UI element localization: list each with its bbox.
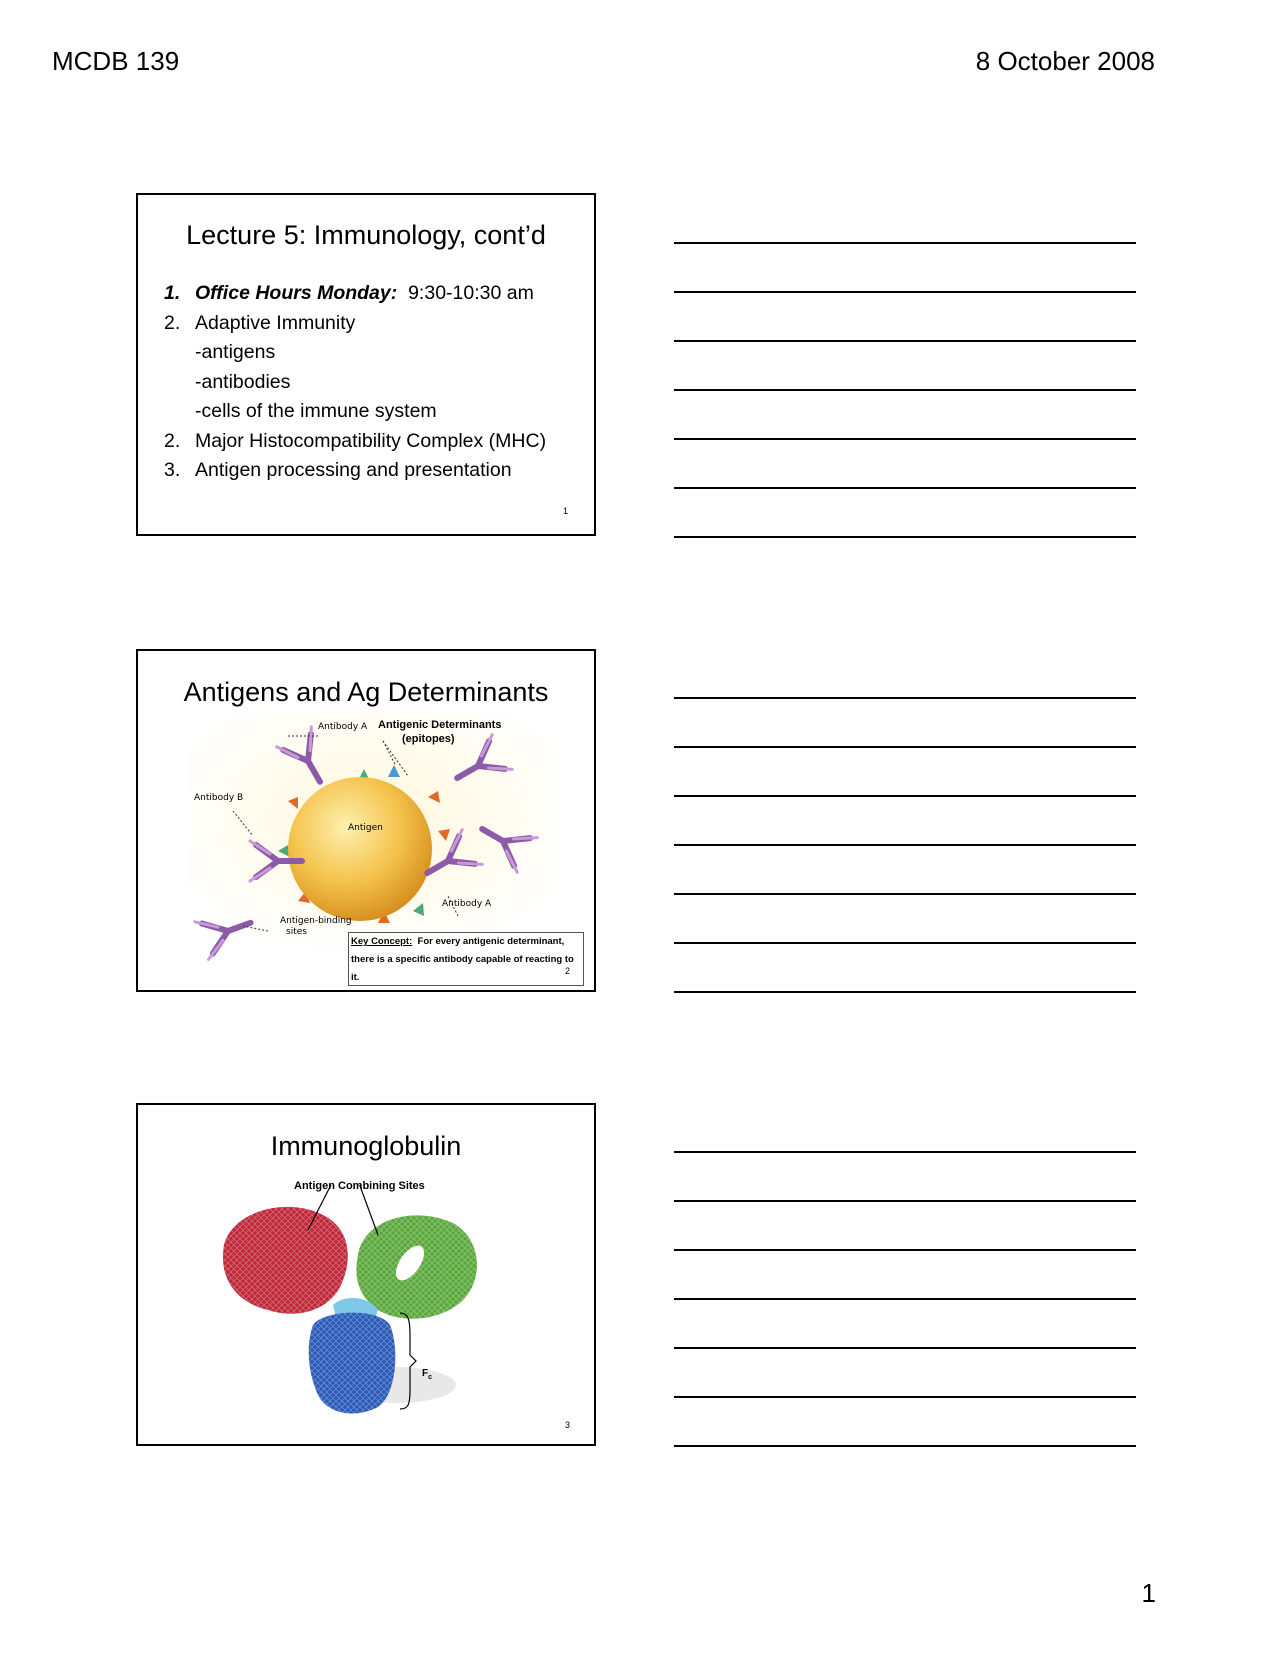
list-subitem: -cells of the immune system <box>195 400 437 422</box>
key-concept-label: Key Concept: <box>351 936 413 947</box>
list-item: 3. Antigen processing and presentation <box>164 459 512 481</box>
list-item: 2. Adaptive Immunity <box>164 311 356 334</box>
slide-title: Lecture 5: Immunology, cont’d <box>186 220 546 250</box>
slide-title: Immunoglobulin <box>270 1131 462 1161</box>
label-binding-sites-2: sites <box>286 927 307 937</box>
label-antigenic-determinants: Antigenic Determinants <box>378 719 502 731</box>
slide-number: 3 <box>564 1420 570 1430</box>
label-antibody-b: Antibody B <box>194 793 244 803</box>
label-binding-sites: Antigen-binding <box>280 916 352 926</box>
agenda-list <box>164 279 546 486</box>
slide-2 <box>136 649 596 992</box>
immunoglobulin-structure <box>138 1185 594 1445</box>
slide-title: Antigens and Ag Determinants <box>183 677 549 707</box>
key-concept-box <box>348 932 584 986</box>
slide-3 <box>136 1103 596 1446</box>
label-epitopes: (epitopes) <box>402 733 455 745</box>
list-subitem: -antibodies <box>195 370 291 393</box>
office-hours-label: Office Hours Monday: <box>195 282 398 304</box>
label-antibody-a-bottom: Antibody A <box>442 899 492 909</box>
antigen-sphere <box>288 777 432 921</box>
list-subitem: -antigens <box>195 341 276 363</box>
key-concept-text: For every antigenic determinant, there is a specific antibody capable of reacting to it. <box>351 936 577 983</box>
date-label: 8 October 2008 <box>975 46 1155 76</box>
label-antigen-combining-sites: Antigen Combining Sites <box>294 1180 425 1192</box>
slide-number: 1 <box>562 506 568 516</box>
label-antigen: Antigen <box>348 823 383 833</box>
page-number: 1 <box>1141 1578 1156 1608</box>
slide-number: 2 <box>564 966 570 976</box>
list-item: 1. Office Hours Monday: 9:30-10:30 am <box>164 282 534 304</box>
list-item: 2. Major Histocompatibility Complex (MHC) <box>164 429 547 452</box>
slide-1 <box>136 193 596 536</box>
label-antibody-a-top: Antibody A <box>318 722 368 732</box>
course-label: MCDB 139 <box>52 46 180 76</box>
label-fc: $F_c$ <box>422 1368 433 1381</box>
